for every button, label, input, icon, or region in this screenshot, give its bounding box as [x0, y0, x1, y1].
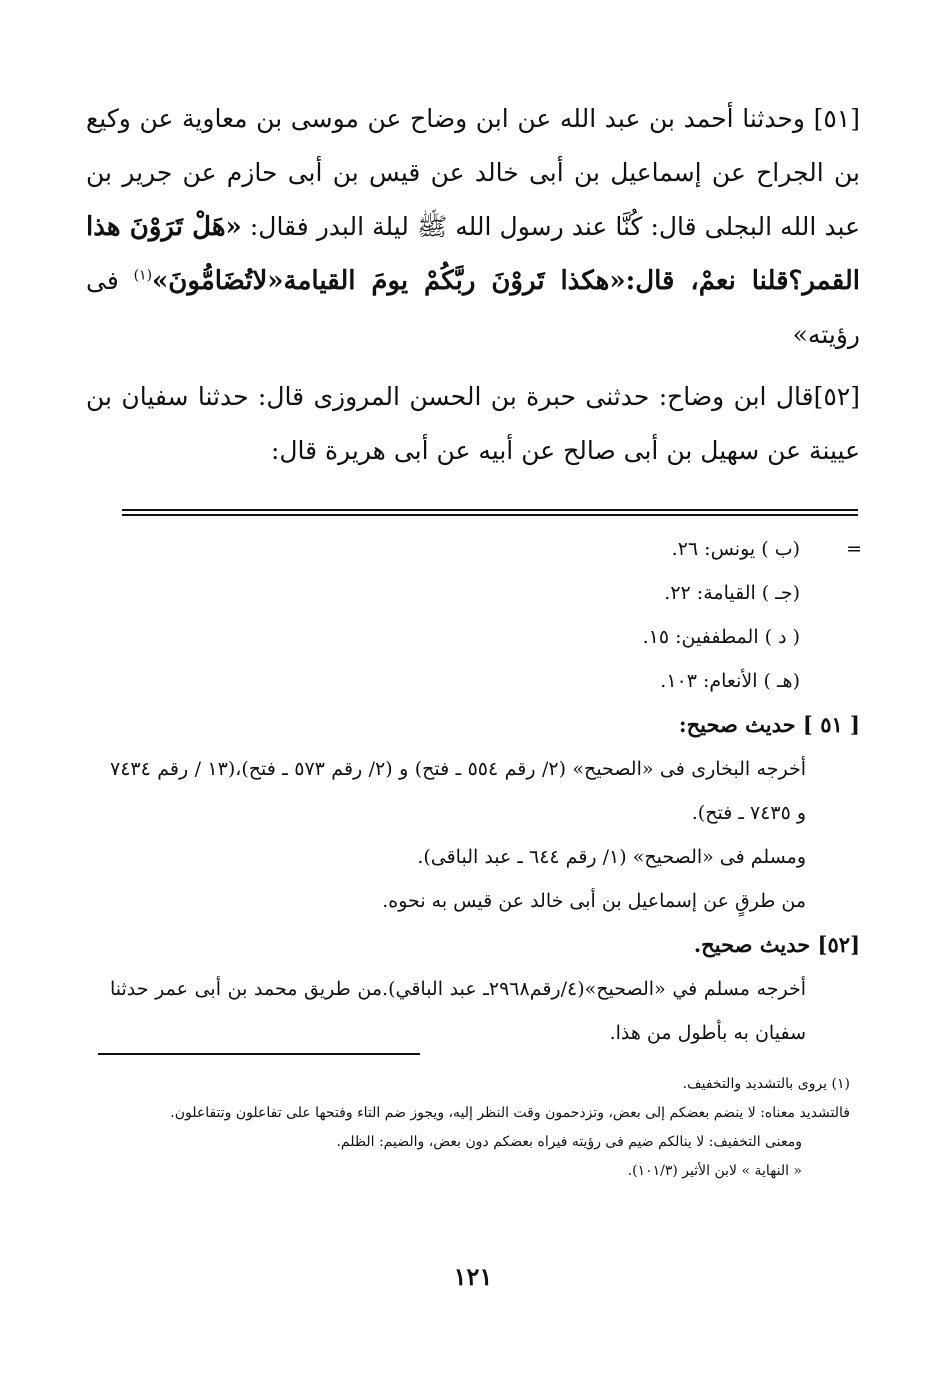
hadith-51-quote: «هَلْ تَرَوْنَ هذا القمر؟قلنا نعمْ، قال:«هكذا تَروْنَ ربَّكُمْ يومَ القيامة«لاتُضَامُّونَ»: [86, 212, 860, 296]
footnote-separator: [98, 1053, 420, 1055]
hadith-52-muslim: أخرجه مسلم في «الصحيح»(٤/رقم٢٩٦٨ـ عبد الباقي).من طريق محمد بن أبى عمر حدثنا سفيان به بأطول من هذا.: [110, 978, 807, 1044]
notes-section: [110, 527, 860, 1055]
footnotes: [96, 1070, 850, 1186]
continuation-mark: =: [846, 538, 862, 560]
hadith-51-paragraph: [86, 92, 860, 362]
quran-ref-d: ( د ) المطففين: ١٥.: [642, 626, 800, 648]
footnote-source: « النهاية » لابن الأثير (١٠١/٣).: [627, 1163, 802, 1179]
hadith-51-muslim: ومسلم فى «الصحيح» (١/ رقم ٦٤٤ ـ عبد الباقى).: [417, 846, 806, 868]
hadith-51-text: [٥١] وحدثنا أحمد بن عبد الله عن ابن وضاح عن موسى بن معاوية عن وكيع بن الجراح عن إسماعيل بن أبى خالد عن قيس بن أبى حازم عن جرير بن عبد الله البجلى قال: كُنَّا عند رسول الله ﷺ ليلة البدر فقال:: [86, 104, 860, 241]
quran-ref-b: (ب ) يونس: ٢٦.: [671, 538, 800, 560]
quran-ref-h: (هـ ) الأنعام: ١٠٣.: [660, 670, 800, 692]
footnote-ref-1: (١): [133, 267, 153, 284]
double-separator: [122, 509, 858, 516]
hadith-51-ending: فى رؤيته»: [86, 266, 860, 349]
hadith-51-bukhari: أخرجه البخارى فى «الصحيح» (٢/ رقم ٥٥٤ ـ فتح) و (٢/ رقم ٥٧٣ ـ فتح)،(١٣ / رقم ٧٤٣٤ و ٧٤٣٥ ـ فتح).: [110, 758, 806, 824]
hadith-51-routes: من طرقٍ عن إسماعيل بن أبى خالد عن قيس به نحوه.: [382, 890, 806, 912]
hadith-52-grade: [٥٢] حديث صحيح.: [693, 932, 860, 957]
hadith-51-grade: [ ٥١ ] حديث صحيح:: [678, 712, 860, 737]
quran-ref-j: (جـ ) القيامة: ٢٢.: [664, 582, 800, 604]
footnote-tashdid: فالتشديد معناه: لا ينضم بعضكم إلى بعض، وتزدحمون وقت النظر إليه، ويجوز ضم التاء وفتحها على تفاعلون وتتفاعلون.: [170, 1105, 850, 1121]
page-number: ١٢١: [453, 1262, 493, 1291]
footnote-1: (١) يروى بالتشديد والتخفيف.: [682, 1076, 850, 1092]
hadith-52-paragraph: [٥٢]قال ابن وضاح: حدثنى حبرة بن الحسن المروزى قال: حدثنا سفيان بن عيينة عن سهيل بن أبى صالح عن أبيه عن أبى هريرة قال:: [86, 382, 860, 465]
footnote-takhfif: ومعنى التخفيف: لا ينالكم ضيم فى رؤيته فيراه بعضكم دون بعض، والضيم: الظلم.: [336, 1134, 802, 1150]
main-text: [86, 92, 860, 478]
